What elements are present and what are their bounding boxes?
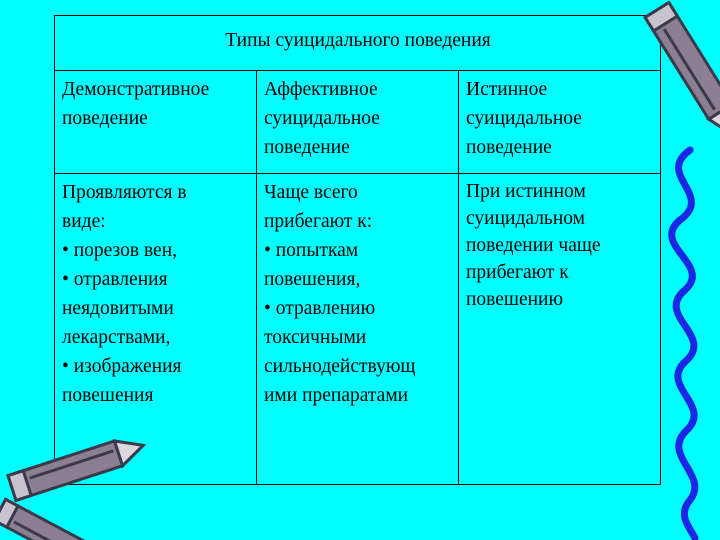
body-line: • изображения <box>62 356 182 377</box>
body-line: повешения, <box>264 269 361 290</box>
body-line: лекарствами, <box>62 327 171 348</box>
body-line: виде: <box>62 211 106 232</box>
header-line: поведение <box>62 108 148 129</box>
pencils-bottom-left-icon <box>0 430 150 540</box>
body-line: повешения <box>62 385 154 406</box>
body-line: При истинном <box>466 181 586 202</box>
header-demonstrative <box>55 71 257 174</box>
table-title: Типы суицидального поведения <box>55 16 661 71</box>
header-line: суицидальное <box>466 108 582 129</box>
body-line: повешению <box>466 289 564 310</box>
header-line: Демонстративное <box>62 79 210 100</box>
body-line: прибегают к: <box>264 211 373 232</box>
body-line: прибегают к <box>466 262 569 283</box>
body-line: • отравлению <box>264 298 376 319</box>
body-line: суицидальном <box>466 208 585 229</box>
body-line: ими препаратами <box>264 385 409 406</box>
header-line: Истинное <box>466 79 548 100</box>
body-line: сильнодействующ <box>264 356 416 377</box>
behavior-types-table <box>54 15 661 485</box>
body-line: Чаще всего <box>264 182 358 203</box>
body-line: • попыткам <box>264 240 359 261</box>
header-affective <box>257 71 459 174</box>
header-line: поведение <box>264 137 350 158</box>
header-line: суицидальное <box>264 108 380 129</box>
body-affective <box>257 174 459 485</box>
body-line: Проявляются в <box>62 182 187 203</box>
body-line: поведении чаще <box>466 235 601 256</box>
header-line: поведение <box>466 137 552 158</box>
body-line: токсичными <box>264 327 367 348</box>
header-line: Аффективное <box>264 79 378 100</box>
body-line: неядовитыми <box>62 298 174 319</box>
body-line: • отравления <box>62 269 168 290</box>
body-line: • порезов вен, <box>62 240 178 261</box>
pencil-ribbon-right-icon <box>595 0 720 540</box>
